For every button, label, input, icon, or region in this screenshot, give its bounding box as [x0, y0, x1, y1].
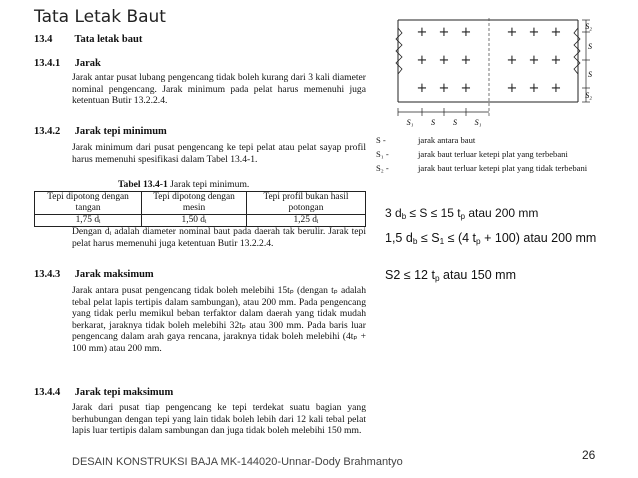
dimension-label: S	[588, 70, 592, 79]
table-header-cell: Tepi dipotong dengan mesin	[142, 192, 247, 215]
svg-text:+: +	[550, 81, 562, 96]
svg-text:+: +	[528, 25, 540, 40]
section-number: 13.4.4	[34, 387, 61, 398]
svg-text:+: +	[438, 53, 450, 68]
svg-text:+: +	[416, 53, 428, 68]
legend-symbol: S₂ -	[376, 163, 389, 173]
svg-text:+: +	[550, 25, 562, 40]
table-caption-label: Tabel 13.4-1	[118, 179, 168, 190]
section-number: 13.4.1	[34, 58, 61, 69]
formula-unloaded-edge: S2 ≤ 12 $t_p$ atau 150 mm	[385, 268, 516, 284]
section-number: 13.4.2	[34, 126, 61, 137]
svg-text:+: +	[550, 53, 562, 68]
legend-symbol: S₁ -	[376, 149, 389, 159]
table-header-cell: Tepi dipotong dengan tangan	[35, 192, 142, 215]
section-title: Jarak tepi maksimum	[74, 387, 174, 398]
svg-text:+: +	[528, 81, 540, 96]
table-caption-text: Jarak tepi minimum.	[170, 179, 250, 190]
svg-text:+: +	[506, 53, 518, 68]
section-13-4-4-heading	[34, 387, 173, 398]
legend-text: jarak baut terluar ketepi plat yang terbebani	[418, 149, 568, 159]
section-13-4-3-text: Jarak antara pusat pengencang tidak boleh melebihi 15tₚ (dengan tₚ adalah tebal pelat lapis tertipis dalam sambungan), atau 200 mm. Pada pengencang yang tidak perlu memikul beban terfaktor dalam daerah yang tidak mudah berkarat, jaraknya tidak boleh melebihi 32tₚ atau 300 mm. Pada baris luar pengencang dalam arah gaya rencana, jaraknya tidak boleh melebihi (4tₚ + 100 mm) atau 200 mm.	[72, 285, 366, 354]
legend-item	[376, 133, 626, 147]
dimension-label: S₂	[585, 91, 592, 100]
table-cell: 1,75 dᵢ	[35, 215, 142, 227]
section-13-4-2-note: Dengan dᵢ adalah diameter nominal baut pada daerah tak berulir. Jarak tepi pelat harus memenuhi juga ketentuan Butir 13.2.2.4.	[72, 226, 366, 249]
svg-text:+: +	[506, 81, 518, 96]
formula-loaded-edge: 1,5 $d_b \le S_1 \le (4$ $t_p + 100$) atau 200 mm	[385, 231, 597, 247]
legend-text: jarak baut terluar ketepi plat yang tidak terbebani	[418, 163, 588, 173]
table-header-cell: Tepi profil bukan hasil potongan	[246, 192, 365, 215]
section-title: Jarak tepi minimum	[74, 126, 167, 137]
table-cell: 1,25 dᵢ	[246, 215, 365, 227]
section-title: Tata letak baut	[74, 34, 143, 45]
section-13-4-4-text: Jarak dari pusat tiap pengencang ke tepi terdekat suatu bagian yang berhubungan dengan tepi yang lain tidak boleh lebih dari 12 kali tebal pelat lapis luar tertipis dalam sambungan dan juga tidak boleh melebihi 150 mm.	[72, 402, 366, 437]
svg-text:+: +	[460, 53, 472, 68]
section-13-4-3-heading	[34, 269, 154, 280]
legend-text: jarak antara baut	[418, 135, 476, 145]
minimum-edge-distance-table	[34, 191, 366, 227]
dimension-label: S	[588, 42, 592, 51]
section-title: Jarak maksimum	[74, 269, 154, 280]
table-cell: 1,50 dᵢ	[142, 215, 247, 227]
svg-text:+: +	[506, 25, 518, 40]
legend-item	[376, 161, 626, 175]
bolt-layout-diagram	[392, 18, 592, 128]
section-13-4-2-heading	[34, 126, 167, 137]
dimension-label: S₁	[406, 118, 414, 127]
legend-symbol: S -	[376, 135, 386, 145]
svg-text:+: +	[438, 25, 450, 40]
svg-text:+: +	[438, 81, 450, 96]
page-number: 26	[582, 448, 596, 462]
formula-bolt-spacing: 3 $d_b \le S \le 15$ $t_p$ atau 200 mm	[385, 206, 539, 221]
section-13-4-1-text: Jarak antar pusat lubang pengencang tidak boleh kurang dari 3 kali diameter nominal pengencang. Jarak minimum pada pelat harus memenuhi juga ketentuan Butir 13.2.2.4.	[72, 72, 366, 107]
dimension-label: S	[431, 118, 435, 127]
section-13-4-1-heading	[34, 58, 101, 69]
table-caption	[118, 179, 249, 190]
legend-item	[376, 147, 626, 161]
section-13-4-heading	[34, 34, 142, 45]
svg-text:+: +	[460, 81, 472, 96]
section-title: Jarak	[74, 58, 101, 69]
dimension-label: S₂	[585, 22, 592, 31]
dimension-label: S₁	[474, 118, 482, 127]
svg-text:+: +	[416, 25, 428, 40]
diagram-legend	[376, 133, 626, 175]
slide-title: Tata Letak Baut	[34, 7, 166, 27]
svg-text:+: +	[528, 53, 540, 68]
section-number: 13.4.3	[34, 269, 61, 280]
dimension-label: S	[453, 118, 457, 127]
section-number: 13.4	[34, 34, 53, 45]
svg-text:+: +	[460, 25, 472, 40]
slide-footer: DESAIN KONSTRUKSI BAJA MK-144020-Unnar-Dody Brahmantyo	[72, 456, 403, 468]
section-13-4-2-text: Jarak minimum dari pusat pengencang ke tepi pelat atau pelat sayap profil harus memenuhi spesifikasi dalam Tabel 13.4-1.	[72, 142, 366, 165]
svg-text:+: +	[416, 81, 428, 96]
